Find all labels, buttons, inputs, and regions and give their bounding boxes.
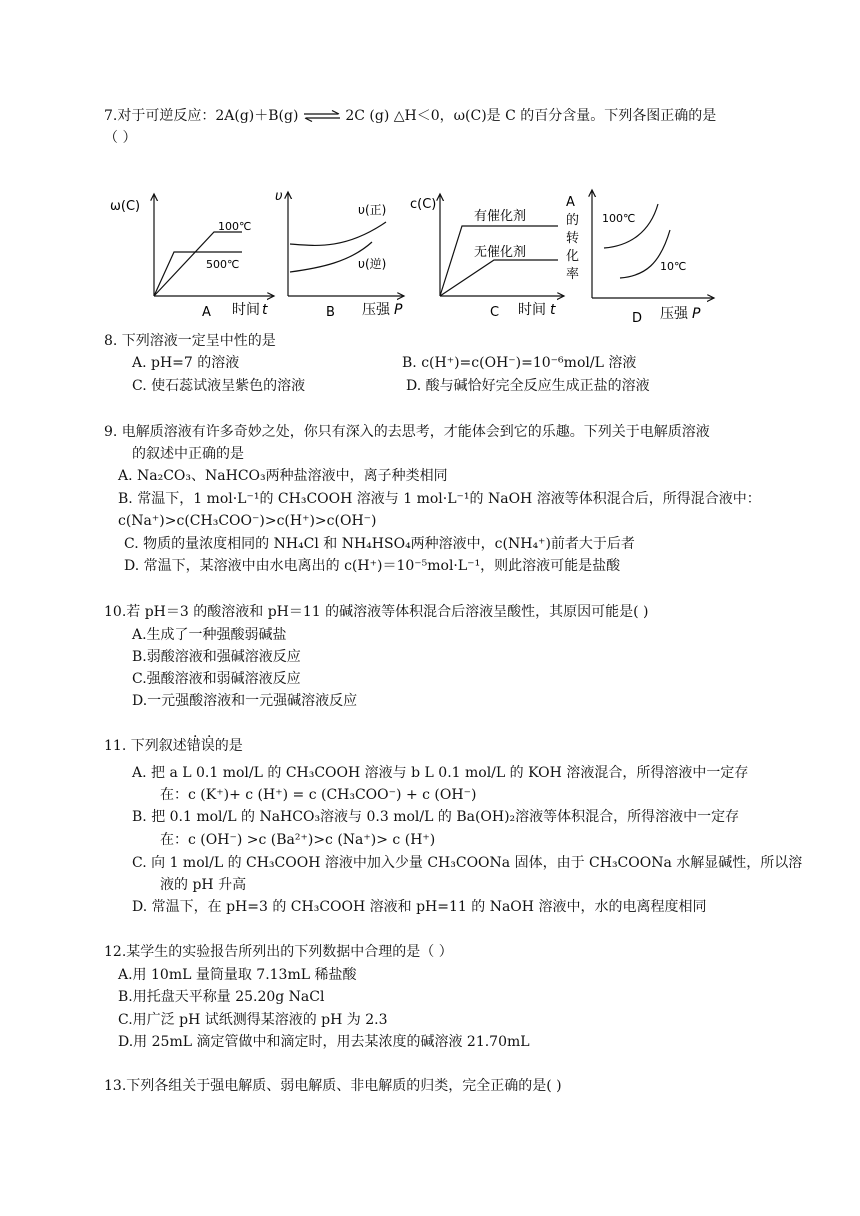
q9-option-b-line1: B. 常温下，1 mol·L⁻¹的 CH₃COOH 溶液与 1 mol·L⁻¹的 NaOH 溶液等体积混合后，所得混合液中： xyxy=(118,491,761,507)
q10-stem: 10.若 pH＝3 的酸溶液和 pH＝11 的碱溶液等体积混合后溶液呈酸性，其原因可能是( ) xyxy=(104,604,649,620)
q8-stem: 8. 下列溶液一定呈中性的是 xyxy=(104,333,276,349)
q9-option-b-line2: c(Na⁺)>c(CH₃COO⁻)>c(H⁺)>c(OH⁻) xyxy=(118,513,377,529)
figure-c xyxy=(410,194,564,320)
fig-d-curve1: 100℃ xyxy=(602,212,636,225)
q11-option-b-line1: B. 把 0.1 mol/L 的 NaHCO₃溶液与 0.3 mol/L 的 Ba(OH)₂溶液等体积混合，所得溶液中一定存 xyxy=(132,809,740,825)
q10-option-a: A.生成了一种强酸弱碱盐 xyxy=(132,627,287,643)
fig-d-ylabel-4: 化 xyxy=(566,249,580,264)
fig-b-xlabel: 压强 xyxy=(362,302,390,318)
q13-stem: 13.下列各组关于强电解质、弱电解质、非电解质的归类，完全正确的是( ) xyxy=(104,1078,562,1094)
fig-c-ylabel: c(C) xyxy=(410,197,437,212)
fig-d-ylabel-1: A xyxy=(566,195,575,210)
q12-option-a: A.用 10mL 量筒量取 7.13mL 稀盐酸 xyxy=(118,967,357,983)
q11-stem-part1: 11. 下列叙述 xyxy=(104,738,187,754)
q10-option-c: C.强酸溶液和弱碱溶液反应 xyxy=(132,671,301,687)
q10-option-d: D.一元强酸溶液和一元强碱溶液反应 xyxy=(132,693,358,709)
q12-option-b: B.用托盘天平称量 25.20g NaCl xyxy=(118,989,325,1005)
fig-a-curve2: 500℃ xyxy=(206,258,240,271)
fig-a-ylabel: ω(C) xyxy=(110,199,141,214)
equilibrium-arrow-icon xyxy=(303,110,341,122)
fig-b-label: B xyxy=(326,305,335,320)
q11-option-d: D. 常温下，在 pH=3 的 CH₃COOH 溶液和 pH=11 的 NaOH 溶液中，水的电离程度相同 xyxy=(132,899,707,915)
q7-stem-part1: 7.对于可逆反应：2A(g)＋B(g) xyxy=(104,108,299,124)
q7-stem-part2: 2C (g) △H＜0，ω(C)是 C 的百分含量。下列各图正确的是 xyxy=(345,108,717,124)
q11-option-b-line2: 在：c (OH⁻) >c (Ba²⁺)>c (Na⁺)> c (H⁺) xyxy=(160,832,436,848)
fig-a-label: A xyxy=(202,305,211,320)
q11-option-a-line2: 在：c (K⁺)+ c (H⁺) = c (CH₃COO⁻) + c (OH⁻) xyxy=(160,787,477,803)
q11-stem-emph2: 误 xyxy=(200,738,215,754)
q9-stem-line1: 9. 电解质溶液有许多奇妙之处，你只有深入的去思考，才能体会到它的乐趣。下列关于电解质溶液 xyxy=(104,424,710,440)
q9-option-c: C. 物质的量浓度相同的 NH₄Cl 和 NH₄HSO₄两种溶液中，c(NH₄⁺)前者大于后者 xyxy=(124,536,635,552)
fig-c-curve1: 有催化剂 xyxy=(474,209,527,224)
fig-c-label: C xyxy=(490,305,500,320)
q8-option-b: B. c(H⁺)=c(OH⁻)=10⁻⁶mol/L 溶液 xyxy=(402,355,637,371)
fig-b-xvar: P xyxy=(394,302,403,318)
fig-d-ylabel-2: 的 xyxy=(566,213,580,228)
q9-stem-line2: 的叙述中正确的是 xyxy=(132,446,244,462)
fig-a-curve1: 100℃ xyxy=(218,220,252,233)
fig-c-xlabel: 时间 xyxy=(518,302,546,318)
q8-option-c: C. 使石蕊试液呈紫色的溶液 xyxy=(132,378,306,394)
q10-option-b: B.弱酸溶液和强碱溶液反应 xyxy=(132,649,301,665)
fig-d-label: D xyxy=(632,311,643,326)
q11-stem-part2: 的是 xyxy=(214,738,243,754)
q11-option-a-line1: A. 把 a L 0.1 mol/L 的 CH₃COOH 溶液与 b L 0.1 mol/L 的 KOH 溶液混合，所得溶液中一定存 xyxy=(132,765,749,781)
q9-option-d: D. 常温下，某溶液中由水电离出的 c(H⁺)＝10⁻⁵mol·L⁻¹，则此溶液可能是盐酸 xyxy=(124,558,621,574)
fig-c-curve2: 无催化剂 xyxy=(474,245,527,260)
fig-c-xvar: t xyxy=(550,302,556,318)
q7-figures xyxy=(110,180,730,330)
q11-option-c-line2: 液的 pH 升高 xyxy=(160,877,247,893)
fig-d-curve2: 10℃ xyxy=(660,260,687,273)
fig-d-xvar: P xyxy=(692,306,701,322)
fig-b-curve2: υ(逆) xyxy=(358,257,387,271)
q9-option-a: A. Na₂CO₃、NaHCO₃两种盐溶液中，离子种类相同 xyxy=(118,468,448,484)
q11-option-c-line1: C. 向 1 mol/L 的 CH₃COOH 溶液中加入少量 CH₃COONa 固体，由于 CH₃COONa 水解显碱性，所以溶 xyxy=(132,855,803,871)
q7-figures-svg xyxy=(110,180,730,330)
fig-d-ylabel-5: 率 xyxy=(566,267,580,282)
q8-option-a: A. pH=7 的溶液 xyxy=(132,355,240,371)
q11-stem-emph1: 错 xyxy=(186,738,201,754)
q12-option-d: D.用 25mL 滴定管做中和滴定时，用去某浓度的碱溶液 21.70mL xyxy=(118,1034,530,1050)
figure-a xyxy=(110,194,274,320)
q12-stem: 12.某学生的实验报告所列出的下列数据中合理的是（ ） xyxy=(104,944,453,960)
fig-d-ylabel-3: 转 xyxy=(566,231,580,246)
fig-b-ylabel: υ xyxy=(275,189,283,204)
figure-b xyxy=(275,189,404,320)
q12-option-c: C.用广泛 pH 试纸测得某溶液的 pH 为 2.3 xyxy=(118,1012,388,1028)
fig-d-xlabel: 压强 xyxy=(660,306,688,322)
fig-a-xlabel: 时间 xyxy=(232,302,260,318)
q11-stem xyxy=(104,737,243,755)
q7-stem xyxy=(104,107,716,125)
q7-paren: （ ） xyxy=(104,130,137,146)
q8-option-d: D. 酸与碱恰好完全反应生成正盐的溶液 xyxy=(406,378,650,394)
fig-b-curve1: υ(正) xyxy=(358,203,387,217)
figure-d xyxy=(566,190,714,326)
fig-a-xvar: t xyxy=(262,302,268,318)
